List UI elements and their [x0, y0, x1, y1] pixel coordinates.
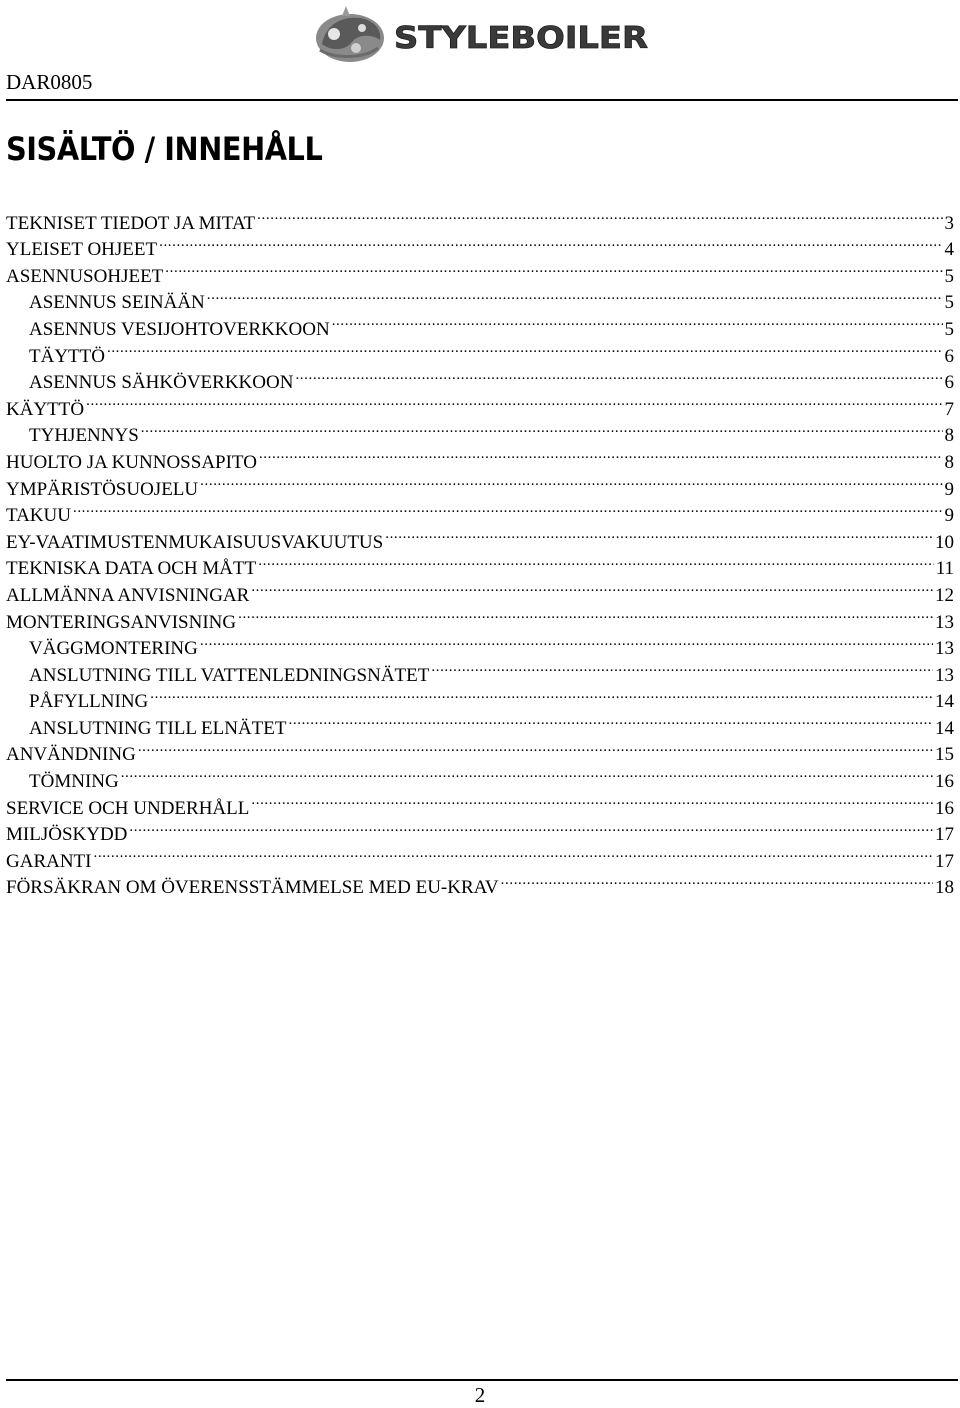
toc-dot-leader — [159, 229, 942, 256]
toc-entry-page: 7 — [944, 398, 954, 415]
toc-entry-page: 8 — [944, 451, 954, 468]
toc-entry-page: 8 — [944, 425, 954, 442]
toc-entry-label: HUOLTO JA KUNNOSSAPITO — [6, 451, 257, 468]
toc-entry[interactable] — [6, 548, 954, 575]
toc-dot-leader — [332, 308, 943, 335]
toc-entry-label: MONTERINGSANVISNING — [6, 611, 237, 628]
toc-dot-leader — [129, 814, 933, 841]
toc-entry-page: 13 — [935, 664, 954, 681]
toc-entry-page: 17 — [935, 850, 954, 867]
toc-entry-page: 6 — [944, 372, 954, 389]
toc-entry-label: ASENNUS SEINÄÄN — [29, 292, 205, 309]
toc-entry[interactable] — [6, 468, 954, 495]
toc-entry-label: YMPÄRISTÖSUOJELU — [6, 478, 199, 495]
toc-entry-label: FÖRSÄKRAN OM ÖVERENSSTÄMMELSE MED EU-KRAV — [6, 877, 499, 894]
drop-emblem-icon — [316, 6, 384, 62]
toc-entry-label: TAKUU — [6, 505, 71, 522]
toc-dot-leader — [150, 681, 933, 708]
toc-entry[interactable] — [6, 335, 954, 362]
toc-entry[interactable] — [6, 574, 954, 601]
toc-dot-leader — [86, 388, 942, 415]
toc-entry[interactable] — [6, 867, 954, 894]
toc-dot-leader — [501, 867, 933, 894]
toc-entry-label: EY-VAATIMUSTENMUKAISUUSVAKUUTUS — [6, 531, 384, 548]
toc-entry[interactable] — [6, 840, 954, 867]
toc-entry-label: YLEISET OHJEET — [6, 239, 158, 256]
toc-entry-label: GARANTI — [6, 850, 92, 867]
toc-entry-label: PÅFYLLNING — [29, 691, 149, 708]
toc-entry-page: 4 — [944, 239, 954, 256]
toc-entry-page: 10 — [935, 531, 954, 548]
toc-entry[interactable] — [6, 282, 954, 309]
toc-entry-label: TÄYTTÖ — [29, 345, 105, 362]
toc-entry-label: SERVICE OCH UNDERHÅLL — [6, 797, 250, 814]
toc-entry-label: ANSLUTNING TILL VATTENLEDNINGSNÄTET — [29, 664, 430, 681]
toc-entry[interactable] — [6, 760, 954, 787]
toc-dot-leader — [259, 441, 943, 468]
toc-dot-leader — [94, 840, 934, 867]
toc-dot-leader — [121, 760, 933, 787]
toc-entry-page: 15 — [935, 744, 954, 761]
toc-entry[interactable] — [6, 521, 954, 548]
toc-entry[interactable] — [6, 441, 954, 468]
toc-entry[interactable] — [6, 495, 954, 522]
toc-entry-label: ASENNUSOHJEET — [6, 265, 164, 282]
page-title: SISÄLTÖ / INNEHÅLL — [6, 130, 323, 168]
toc-dot-leader — [138, 734, 933, 761]
toc-entry-page: 17 — [935, 824, 954, 841]
toc-entry-page: 16 — [935, 771, 954, 788]
toc-entry-label: VÄGGMONTERING — [29, 638, 198, 655]
toc-entry-page: 5 — [944, 292, 954, 309]
toc-dot-leader — [200, 628, 933, 655]
toc-entry[interactable] — [6, 415, 954, 442]
toc-dot-leader — [251, 574, 933, 601]
toc-dot-leader — [258, 548, 933, 575]
toc-entry[interactable] — [6, 362, 954, 389]
toc-entry-label: ASENNUS SÄHKÖVERKKOON — [29, 372, 294, 389]
toc-dot-leader — [141, 415, 943, 442]
styleboiler-logo — [312, 4, 652, 64]
toc-dot-leader — [207, 282, 943, 309]
toc-entry-page: 18 — [935, 877, 954, 894]
footer-divider — [6, 1379, 958, 1381]
toc-dot-leader — [238, 601, 933, 628]
toc-entry[interactable] — [6, 628, 954, 655]
toc-dot-leader — [385, 521, 933, 548]
toc-dot-leader — [200, 468, 942, 495]
toc-entry-page: 12 — [935, 584, 954, 601]
toc-entry-page: 14 — [935, 691, 954, 708]
toc-dot-leader — [107, 335, 943, 362]
logo-wordmark: STYLEBOILER — [394, 21, 648, 56]
toc-entry[interactable] — [6, 308, 954, 335]
header-divider — [6, 99, 958, 101]
toc-entry[interactable] — [6, 814, 954, 841]
toc-entry-page: 9 — [944, 505, 954, 522]
toc-entry[interactable] — [6, 388, 954, 415]
toc-dot-leader — [251, 787, 933, 814]
toc-entry-page: 16 — [935, 797, 954, 814]
toc-entry-label: TEKNISET TIEDOT JA MITAT — [6, 212, 256, 229]
toc-entry-label: ANSLUTNING TILL ELNÄTET — [29, 717, 287, 734]
toc-entry[interactable] — [6, 787, 954, 814]
toc-entry-label: TÖMNING — [29, 771, 119, 788]
toc-dot-leader — [295, 362, 942, 389]
toc-entry[interactable] — [6, 601, 954, 628]
page-number: 2 — [474, 1383, 486, 1407]
toc-entry-label: KÄYTTÖ — [6, 398, 85, 415]
toc-entry-page: 5 — [944, 318, 954, 335]
toc-entry-label: TYHJENNYS — [29, 425, 139, 442]
toc-dot-leader — [165, 255, 942, 282]
toc-entry[interactable] — [6, 654, 954, 681]
toc-entry[interactable] — [6, 229, 954, 256]
toc-dot-leader — [257, 202, 942, 229]
toc-entry[interactable] — [6, 734, 954, 761]
table-of-contents — [6, 202, 954, 893]
toc-entry-page: 5 — [944, 265, 954, 282]
toc-entry-page: 11 — [935, 558, 954, 575]
toc-dot-leader — [73, 495, 943, 522]
toc-entry-label: ASENNUS VESIJOHTOVERKKOON — [29, 318, 330, 335]
toc-entry-page: 13 — [935, 638, 954, 655]
toc-dot-leader — [431, 654, 933, 681]
toc-entry-label: MILJÖSKYDD — [6, 824, 128, 841]
toc-entry-page: 3 — [944, 212, 954, 229]
toc-entry[interactable] — [6, 681, 954, 708]
toc-entry-label: ANVÄNDNING — [6, 744, 136, 761]
toc-entry[interactable] — [6, 202, 954, 229]
toc-entry-page: 9 — [944, 478, 954, 495]
toc-entry-label: TEKNISKA DATA OCH MÅTT — [6, 558, 257, 575]
toc-entry-page: 14 — [935, 717, 954, 734]
toc-entry[interactable] — [6, 255, 954, 282]
document-code: DAR0805 — [6, 70, 93, 94]
toc-entry-page: 6 — [944, 345, 954, 362]
toc-entry[interactable] — [6, 707, 954, 734]
toc-entry-label: ALLMÄNNA ANVISNINGAR — [6, 584, 250, 601]
toc-entry-page: 13 — [935, 611, 954, 628]
toc-dot-leader — [289, 707, 933, 734]
